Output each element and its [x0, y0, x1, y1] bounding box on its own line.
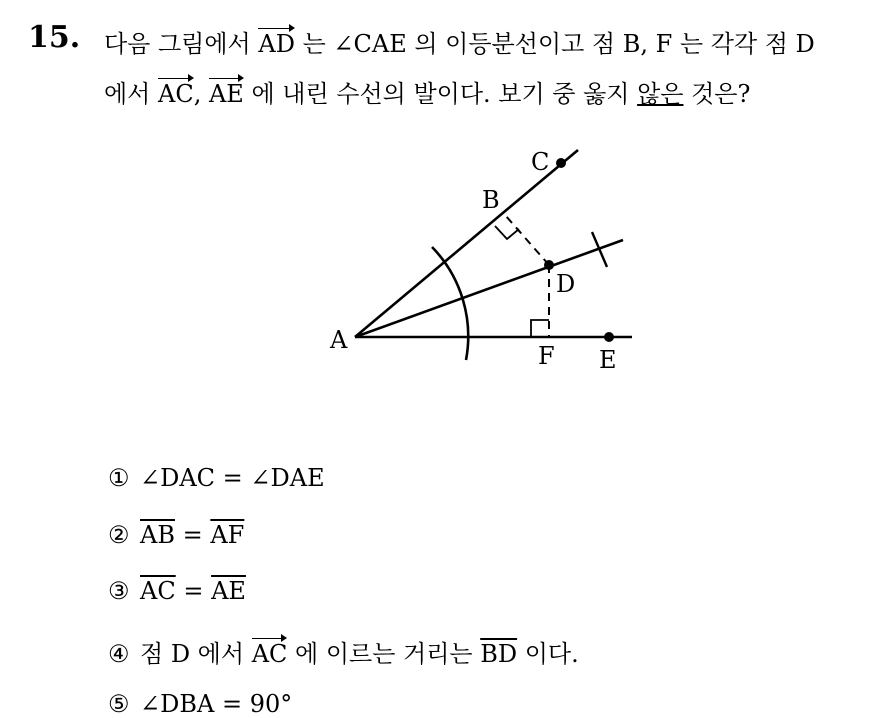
question-stem-line-1 [104, 24, 815, 59]
choice-2[interactable] [108, 521, 244, 549]
stem-text: , [193, 80, 209, 108]
choice-text: ∠DAC = ∠DAE [140, 464, 325, 492]
right-angle-mark-b [495, 226, 519, 239]
choice-number: ① [108, 464, 130, 492]
vector-ad: AD [258, 30, 295, 58]
vector-ac: AC [251, 640, 288, 668]
choice-4[interactable] [108, 634, 579, 669]
question-number: 15. [28, 20, 81, 55]
vector-ae: AE [208, 80, 244, 108]
equals-sign: = [174, 521, 211, 549]
choice-text: ∠DBA = 90° [140, 690, 293, 718]
label-a: A [330, 326, 348, 354]
ray-ad [355, 240, 623, 337]
choice-text: 점 D 에서 [140, 640, 252, 668]
stem-text: 다음 그림에서 [104, 30, 259, 58]
underlined-not: 않은 [637, 80, 684, 108]
stem-text: 것은? [683, 80, 751, 108]
choice-text: 이다. [517, 640, 579, 668]
point-c [556, 158, 566, 168]
perpendicular-db [505, 215, 549, 265]
choice-3[interactable] [108, 577, 246, 605]
segment-ae: $\overline{AE}$ [211, 577, 246, 605]
equals-sign: = [175, 577, 212, 605]
label-f: F [538, 342, 555, 370]
segment-af: $\overline{AF}$ [210, 521, 245, 549]
segment-bd: $\overline{BD}$ [480, 640, 518, 668]
point-e [604, 332, 614, 342]
stem-text: 에서 [104, 80, 158, 108]
choice-number: ③ [108, 577, 130, 605]
label-e: E [599, 346, 617, 374]
choice-number: ④ [108, 640, 130, 668]
label-d: D [556, 270, 576, 298]
question-stem-line-2 [104, 74, 750, 109]
choice-5[interactable] [108, 690, 292, 718]
vector-ac: AC [158, 80, 194, 108]
stem-text: 는 ∠CAE 의 이등분선이고 점 B, F 는 각각 점 D [294, 30, 815, 58]
choice-number: ② [108, 521, 130, 549]
choice-1[interactable] [108, 464, 325, 492]
label-c: C [531, 148, 550, 176]
right-angle-mark-f [531, 320, 549, 337]
choice-text: 에 이르는 거리는 [287, 640, 481, 668]
stem-text: 에 내린 수선의 발이다. 보기 중 옳지 [243, 80, 638, 108]
choice-number: ⑤ [108, 690, 130, 718]
point-d [544, 260, 554, 270]
geometry-figure [300, 130, 660, 380]
segment-ac: $\overline{AC}$ [140, 577, 176, 605]
label-b: B [482, 186, 500, 214]
segment-ab: $\overline{AB}$ [140, 521, 175, 549]
